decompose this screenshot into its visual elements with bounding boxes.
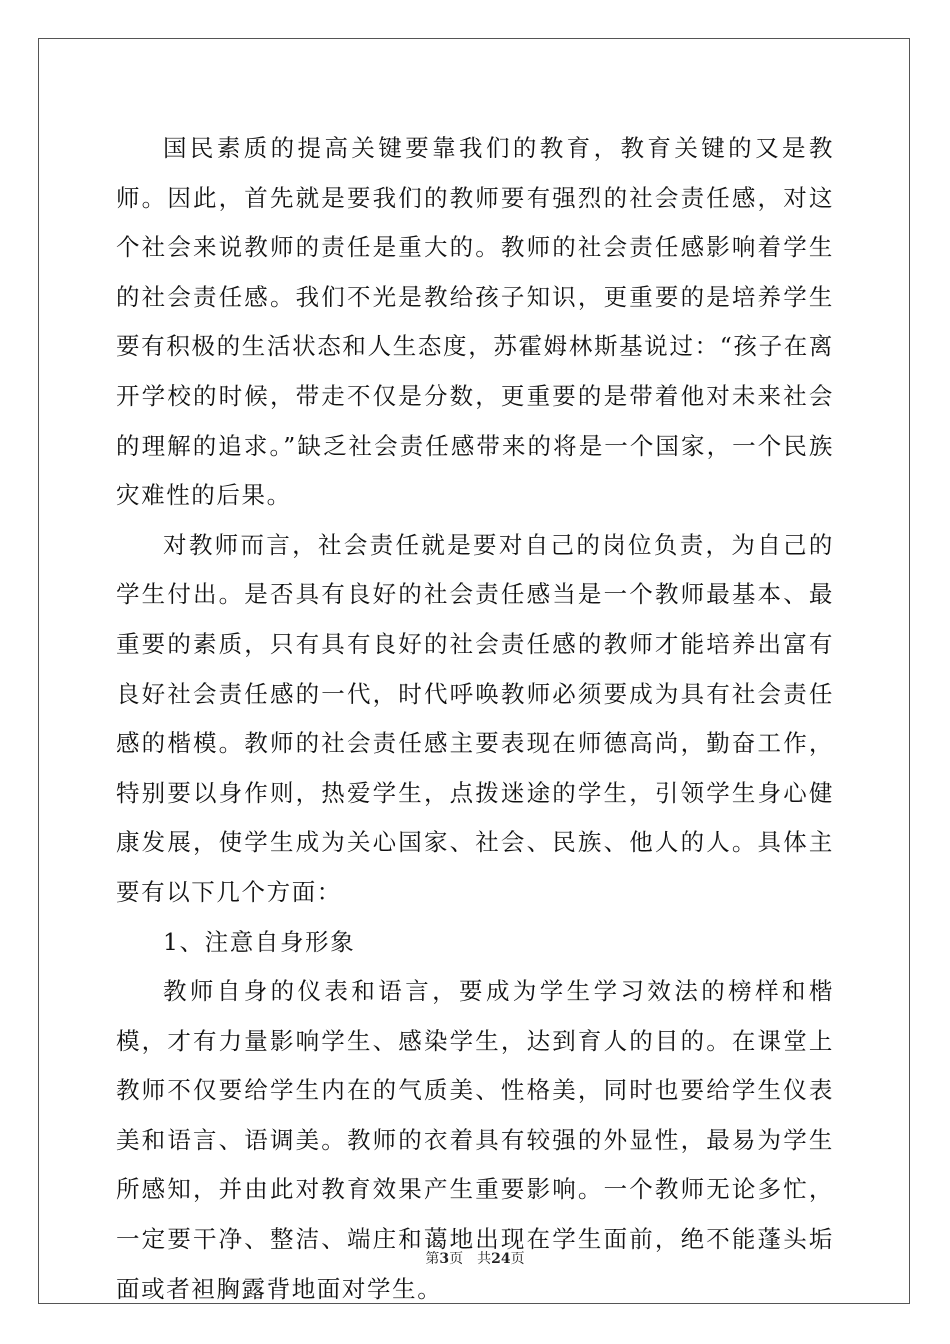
total-suffix: 页 xyxy=(510,1251,525,1267)
paragraph-1: 国民素质的提高关键要靠我们的教育，教育关键的又是教师。因此，首先就是要我们的教师要有强烈的社会责任感，对这个社会来说教师的责任是重大的。教师的社会责任感影响着学生的社会责任感。我们不光是教给孩子知识，更重要的是培养学生要有积极的生活状态和人生态度，苏霍姆林斯基说过：“孩子在离开学校的时候，带走不仅是分数，更重要的是带着他对未来社会的理解的追求。”缺乏社会责任感带来的将是一个国家，一个民族灾难性的后果。 xyxy=(116,134,834,510)
total-pages: 24 xyxy=(491,1251,511,1267)
page-number: 3 xyxy=(439,1251,450,1267)
page-suffix: 页 xyxy=(449,1251,464,1267)
page-footer xyxy=(0,1248,950,1268)
page-prefix: 第 xyxy=(425,1251,440,1267)
section-heading: 1、注意自身形象 xyxy=(163,927,356,956)
document-body xyxy=(116,124,834,1314)
paragraph-3: 教师自身的仪表和语言，要成为学生学习效法的榜样和楷模，才有力量影响学生、感染学生，达到育人的目的。在课堂上教师不仅要给学生内在的气质美、性格美，同时也要给学生仪表美和语言、语调美。教师的衣着具有较强的外显性，最易为学生所感知，并由此对教育效果产生重要影响。一个教师无论多忙，一定要干净、整洁、端庄和蔼地出现在学生面前，绝不能蓬头垢面或者袒胸露背地面对学生。 xyxy=(116,977,834,1303)
total-prefix: 共 xyxy=(477,1251,492,1267)
paragraph-2: 对教师而言，社会责任就是要对自己的岗位负责，为自己的学生付出。是否具有良好的社会责任感当是一个教师最基本、最重要的素质，只有具有良好的社会责任感的教师才能培养出富有良好社会责任感的一代，时代呼唤教师必须要成为具有社会责任感的楷模。教师的社会责任感主要表现在师德高尚，勤奋工作，特别要以身作则，热爱学生，点拨迷途的学生，引领学生身心健康发展，使学生成为关心国家、社会、民族、他人的人。具体主要有以下几个方面： xyxy=(116,530,834,906)
